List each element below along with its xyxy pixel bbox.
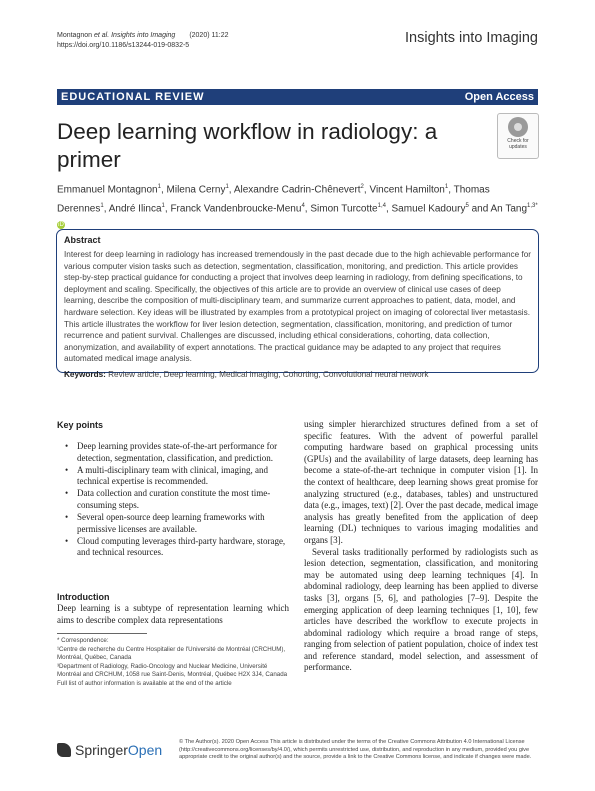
publisher-name-a: Springer	[75, 742, 128, 758]
list-item: • Deep learning provides state-of-the-art performance for detection, segmentation, classification, and prediction.	[57, 441, 289, 464]
check-for-updates-button[interactable]	[497, 113, 539, 159]
body-right-column	[304, 419, 538, 674]
key-points-heading: Key points	[57, 420, 104, 430]
section-label: EDUCATIONAL REVIEW	[61, 91, 205, 103]
keywords-label: Keywords:	[64, 369, 106, 379]
body-paragraph-1: using simpler hierarchized structures defined from a set of specific features. With the advent of powerful parallel computing hardware based on graphical processing units (GPUs) and the availability of large datasets, deep learning has become a state-of-the-art technique in computer vision [1]. In the context of healthcare, deep learning shows great promise for analyzing structured (e.g., databases, tables) and unstructured data (e.g., images, text) [2]. Over the past decade, medical image analysis has greatly benefited from the application of deep learning (DL) techniques to various imaging modalities and organs [3].	[304, 419, 538, 545]
list-item: • Several open-source deep learning frameworks with permissive licenses are available.	[57, 512, 289, 535]
footnote-divider	[57, 633, 147, 634]
author-affiliation: 1	[157, 184, 161, 190]
affiliation-3: ³Department of Radiology, Radio-Oncology and Nuclear Medicine, Université Montréal and CRCHUM, 1058 rue Saint-Denis, Montréal, Québec H2X 3J4, Canada	[57, 662, 288, 679]
author-affiliation: 4	[301, 203, 305, 210]
author-name[interactable]: Franck Vandenbroucke-Menu	[170, 203, 302, 215]
citation-journal: Insights into Imaging	[109, 32, 176, 39]
keywords	[64, 370, 531, 379]
author-affiliation: 1	[161, 203, 165, 210]
author-affiliation: 1	[100, 203, 104, 210]
check-updates-line1: Check for	[507, 138, 529, 144]
author-name[interactable]: Simon Turcotte	[310, 203, 378, 215]
author-name[interactable]: Vincent Hamilton	[369, 184, 445, 196]
citation-header	[57, 31, 229, 50]
author-affiliation: 1	[225, 184, 229, 190]
keywords-list: Review article, Deep learning, Medical imaging, Cohorting, Convolutional neural network	[108, 369, 429, 379]
footnotes	[57, 637, 289, 689]
introduction-text: Deep learning is a subtype of representation learning which aims to describe complex data representations	[57, 603, 289, 625]
abstract-heading: Abstract	[64, 235, 101, 245]
author-name[interactable]: An Tang	[490, 203, 528, 215]
citation-authors: Montagnon	[57, 32, 93, 39]
list-item: • A multi-disciplinary team with clinical, imaging, and technical expertise is recommended.	[57, 465, 289, 488]
author-name[interactable]: André Ilinca	[108, 203, 162, 215]
abstract-text: Interest for deep learning in radiology has increased tremendously in the past decade due to the high achievable performance for various computer vision tasks such as detection, segmentation, classification, monitoring, and prediction. This article provides step-by-step practical guidance for conducting a project that involves deep learning in radiology, from defining specifications, to deployment and scaling. Specifically, the objectives of this article are to provide an overview of clinical use cases of deep learning, describe the composition of multi-disciplinary team, and summarize current approaches to patient, data, model, and hardware selection. Key ideas will be illustrated by examples from a prototypical project on imaging of colorectal liver metastasis. This article illustrates the workflow for liver lesion detection, segmentation, classification, monitoring, and prediction of tumor recurrence and patient survival. Challenges are discussed, including ethical considerations, cohorting, data collection, anonymization, and availability of expert annotations. The practical guidance may be adapted to any project that requires automated medical image analysis.	[64, 250, 531, 364]
author-name[interactable]: Emmanuel Montagnon	[57, 184, 158, 196]
orcid-icon[interactable]: iD	[58, 222, 64, 229]
author-name[interactable]: Samuel Kadoury	[391, 203, 466, 215]
list-item: • Cloud computing leverages third-party hardware, storage, and technical resources.	[57, 536, 289, 559]
list-item: • Data collection and curation constitute the most time-consuming steps.	[57, 488, 289, 511]
springer-open-logo	[57, 741, 163, 761]
abstract-box	[56, 229, 539, 379]
author-list: Emmanuel Montagnon$^1$, Milena Cerny$^1$, Alexandre Cadrin-Chênevert$^2$, Vincent Hamilton$^1$, Thomas Derennes$^1$, André Ilinca$^1$, Franck Vandenbroucke-Menu$^4$, Simon Turcotte$^{1,4}$, Samuel Kadoury$^5$ and An Tang$^{1,3*}$ iD	[57, 184, 538, 229]
citation-line	[57, 31, 229, 41]
journal-name: Insights into Imaging	[405, 30, 538, 46]
section-banner	[57, 89, 538, 105]
check-updates-icon	[508, 117, 528, 137]
author-affiliation: 1,4	[377, 203, 386, 210]
author-affiliation: 1,3*	[527, 203, 538, 210]
correspondence-label: * Correspondence:	[57, 637, 109, 644]
introduction-heading: Introduction	[57, 592, 110, 602]
article-title: Deep learning workflow in radiology: a primer	[57, 119, 438, 172]
citation-etal: et al.	[92, 32, 110, 39]
author-name[interactable]: Alexandre Cadrin-Chênevert	[233, 184, 361, 196]
affiliation-1: ¹Centre de recherche du Centre Hospitalier de l'Université de Montréal (CRCHUM), Montréal, Québec, Canada	[57, 645, 286, 662]
open-access-label: Open Access	[464, 91, 534, 103]
body-paragraph-2: Several tasks traditionally performed by radiologists such as lesion detection, segmentation, classification, and monitoring may be automated using deep learning techniques [4]. In abdominal radiology, deep learning has been applied to diverse tasks [3], organs [5, 6], and pathologies [7–9]. Despite the emerging application of deep learning techniques [1, 10], few articles have described the workflow to execute projects in abdominal radiology which require a broad range of steps, ranging from selection of patient population, choice of index test and reference standard, model selection, and assessment of performance.	[304, 546, 538, 673]
author-affiliation: 5	[465, 203, 469, 210]
key-points-list	[57, 441, 289, 559]
author-name[interactable]: Milena Cerny	[166, 184, 226, 196]
author-name[interactable]: Thomas Derennes	[57, 184, 490, 215]
check-updates-line2: updates	[509, 144, 527, 150]
doi-link[interactable]: https://doi.org/10.1186/s13244-019-0832-5	[57, 41, 190, 49]
author-affiliation: 1	[444, 184, 449, 190]
publisher-name	[75, 742, 162, 758]
license-notice: © The Author(s). 2020 Open Access This article is distributed under the terms of the Creative Commons Attribution 4.0 International License (http://creativecommons.org/licenses/by/4.0/), which permits unrestricted use, distribution, and reproduction in any medium, provided you give appropriate credit to the original author(s) and the source, provide a link to the Creative Commons license, and indicate if changes were made.	[179, 739, 532, 761]
author-info-note: Full list of author information is available at the end of the article	[57, 679, 232, 687]
citation-year: (2020) 11:22	[189, 32, 229, 39]
publisher-name-b: Open	[127, 742, 163, 758]
author-affiliation: 2	[360, 184, 364, 190]
springer-horse-icon	[57, 743, 71, 757]
